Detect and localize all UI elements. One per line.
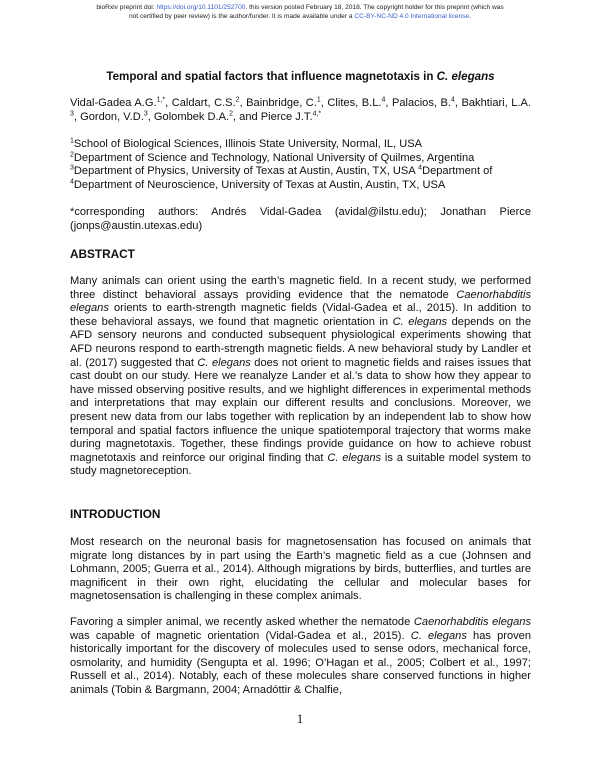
corresponding-authors: *corresponding authors: Andrés Vidal-Gadea (avidal@ilstu.edu); Jonathan Pierce (jonps@austin.utexas.edu) xyxy=(70,206,531,232)
intro-paragraph-1: Most research on the neuronal basis for magnetosensation has focused on animals that migrate long distances by in part using the Earth’s magnetic field as a cue (Johnsen and Lohmann, 2005; Guerra et al., 2014). Although migrations by birds, butterflies, and turtles are magnificent in their own right, elucidating the cellular and molecular bases for magnetosensation is challenging in these complex animals. xyxy=(70,536,531,603)
affiliation-4: $^4$Department of Neuroscience, University of Texas at Austin, Austin, TX, USA xyxy=(70,178,446,191)
author-affiliation-marker: 2 xyxy=(235,96,240,104)
author-affiliation-marker: 4 xyxy=(450,96,455,104)
author-name: Gordon, V.D. xyxy=(80,110,144,123)
author-separator: , and xyxy=(233,110,261,123)
author-affiliation-marker: 1,* xyxy=(156,96,166,104)
author-affiliation-marker: 2 xyxy=(229,109,234,117)
author-separator: , xyxy=(73,110,81,123)
author-name: Clites, B.L. xyxy=(327,97,382,109)
introduction-heading: INTRODUCTION xyxy=(70,507,161,521)
author-name: Bainbridge, C. xyxy=(246,97,317,109)
intro-paragraph-2: Favoring a simpler animal, we recently asked whether the nematode Caenorhabditis elegans was capable of magnetic orientation (Vidal-Gadea et al., 2015). C. elegans has proven historically important for the discovery of molecules used to sense odors, mechanical force, osmolarity, and humidity (Sengupta et al. 1996; O’Hagan et al., 2005; Colbert et al., 1997; Russell et al., 2014). Notably, each of these molecules share conserved functions in higher animals (Tobin & Bargmann, 2004; Arnadóttir & Chalfie, xyxy=(70,616,531,696)
preprint-header xyxy=(0,4,600,21)
abstract-heading: ABSTRACT xyxy=(70,247,135,261)
page-number: 1 xyxy=(296,711,304,726)
author-separator: , xyxy=(385,97,392,109)
author-affiliation-marker: 3 xyxy=(70,109,74,117)
header-line-2: not certified by peer review) is the author/funder. It is made available under a CC-BY-NC-ND 4.0 International license. xyxy=(128,12,472,20)
header-line-1: bioRxiv preprint doi: https://doi.org/10.1101/252700. this version posted February 18, 2018. The copyright holder for this preprint (which was xyxy=(96,4,504,11)
author-separator: , xyxy=(454,97,462,109)
author-separator: , xyxy=(147,110,154,123)
paper-title: Temporal and spatial factors that influence magnetotaxis in C. elegans xyxy=(106,70,495,83)
doi-link[interactable]: https://doi.org/10.1101/252700 xyxy=(156,4,246,11)
author-affiliation-marker: 3 xyxy=(143,109,148,117)
affiliation-1: $^1$School of Biological Sciences, Illinois State University, Normal, IL, USA xyxy=(70,137,423,150)
affiliations xyxy=(70,138,531,192)
author-separator: , xyxy=(320,97,328,109)
author-affiliation-marker: 4,* xyxy=(312,109,322,117)
author-name: Palacios, B. xyxy=(391,97,451,109)
author-list xyxy=(70,97,531,124)
author-name: Bakhtiari, L.A. xyxy=(461,97,531,109)
author-name: Vidal-Gadea A.G. xyxy=(70,97,157,109)
author-affiliation-marker: 4 xyxy=(381,96,386,104)
author-affiliation-marker: 1 xyxy=(316,96,321,104)
author-separator: , xyxy=(239,97,247,109)
license-link[interactable]: CC-BY-NC-ND 4.0 International license xyxy=(354,12,470,20)
affiliation-2: $^2$Department of Science and Technology, National University of Quilmes, Argentina xyxy=(70,150,475,164)
author-name: Pierce J.T. xyxy=(260,110,313,123)
abstract-body: Many animals can orient using the earth’s magnetic field. In a recent study, we performed three distinct behavioral assays providing evidence that the nematode Caenorhabditis elegans orients to earth-strength magnetic fields (Vidal-Gadea et al., 2015). In addition to these behavioral assays, we found that magnetic orientation in C. elegans depends on the AFD sensory neurons and conducted subsequent physiological experiments showing that AFD neurons respond to earth-strength magnetic fields. A new behavioral study by Landler et al. (2017) suggested that C. elegans does not orient to magnetic fields and raises issues that cast doubt on our study. Here we reanalyze Lander et al.’s data to show how they appear to have missed observing positive results, and we highlight differences in experimental methods and interpretations that may explain our different results and conclusions. Moreover, we present new data from our labs together with replication by an independent lab to show how temporal and spatial factors influence the unique spatiotemporal trajectory that worms make during magnetotaxis. Together, these findings provide guidance on how to achieve robust magnetotaxis and reinforce our original finding that C. elegans is a suitable model system to study magnetoreception. xyxy=(70,275,531,478)
author-name: Caldart, C.S. xyxy=(171,97,236,109)
author-separator: , xyxy=(165,97,172,109)
title-species: C. elegans xyxy=(436,70,495,83)
author-name: Golombek D.A. xyxy=(153,110,230,123)
affiliation-3: $^3$Department of Physics, University of Texas at Austin, Austin, TX, USA $^4$Department of xyxy=(70,164,493,178)
